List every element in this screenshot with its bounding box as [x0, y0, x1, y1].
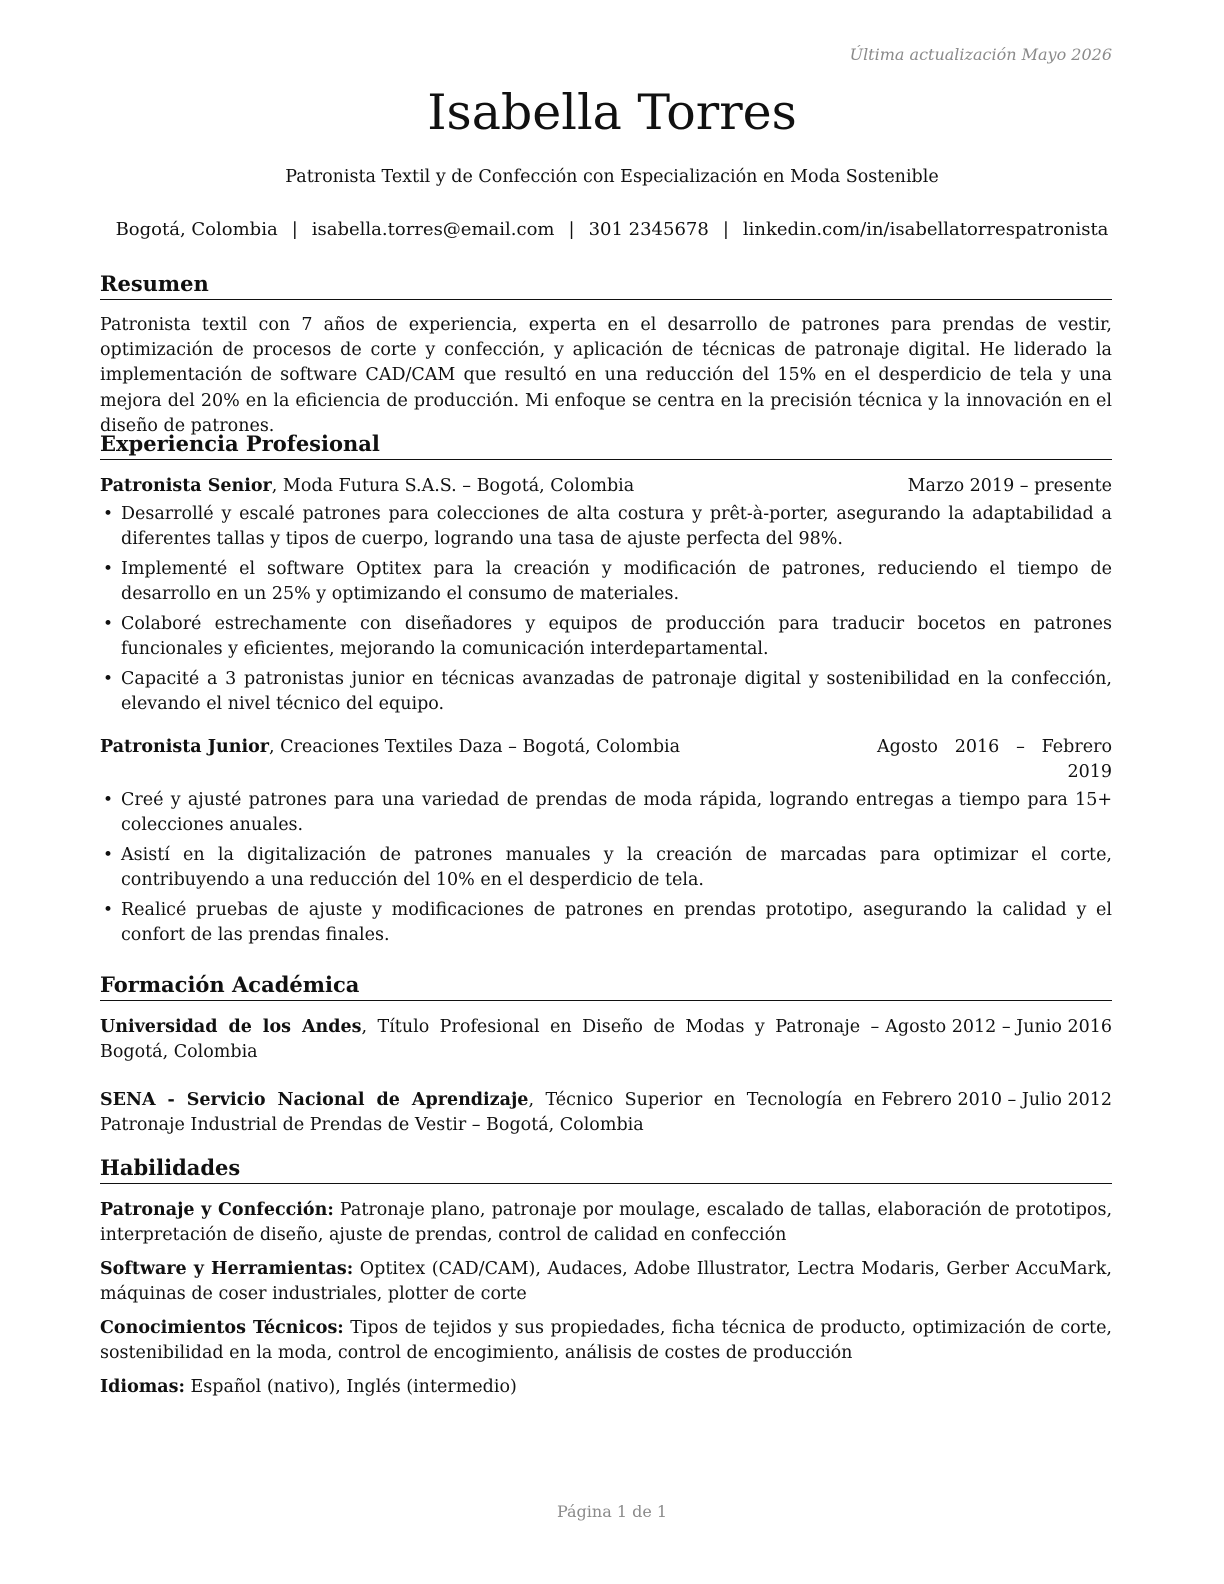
job-dates: Agosto 2016 – Febrero 2019: [877, 737, 1112, 782]
experience-heading: Experiencia Profesional: [100, 430, 1112, 460]
contact-email[interactable]: isabella.torres@email.com: [311, 219, 555, 240]
job-entry: [100, 474, 1112, 717]
job-bullets: [100, 502, 1112, 717]
skill-text: Optitex (CAD/CAM), Audaces, Adobe Illustrator, Lectra Modaris, Gerber AccuMark, máquinas de coser industriales, plotter de corte: [100, 1259, 1112, 1304]
job-bullet: • Creé y ajusté patrones para una variedad de prendas de moda rápida, logrando entregas a tiempo para 15+ colecciones anuales.: [100, 788, 1112, 838]
job-bullet: • Capacité a 3 patronistas junior en técnicas avanzadas de patronaje digital y sostenibilidad en la confección, elevando el nivel técnico del equipo.: [100, 667, 1112, 717]
job-company: , Moda Futura S.A.S. – Bogotá, Colombia: [271, 476, 635, 496]
contact-separator: |: [291, 219, 298, 240]
education-detail: , Técnico Superior en Tecnología en Patronaje Industrial de Prendas de Vestir – Bogotá, Colombia: [100, 1090, 876, 1135]
job-bullet: • Asistí en la digitalización de patrones manuales y la creación de marcadas para optimizar el corte, contribuyendo a una reducción del 10% en el desperdicio de tela.: [100, 843, 1112, 893]
professional-title: Patronista Textil y de Confección con Especialización en Moda Sostenible: [285, 167, 939, 187]
education-dates: Agosto 2012 – Junio 2016: [885, 1017, 1112, 1037]
skill-label: Patronaje y Confección:: [100, 1200, 334, 1220]
skill-item: [100, 1257, 1112, 1307]
job-company: , Creaciones Textiles Daza – Bogotá, Colombia: [269, 737, 681, 757]
education-dates: Febrero 2010 – Julio 2012: [881, 1090, 1112, 1110]
education-institution: Universidad de los Andes: [100, 1017, 362, 1037]
job-header: [100, 735, 1112, 785]
skill-label: Software y Herramientas:: [100, 1259, 354, 1279]
education-entry: [100, 1088, 1112, 1138]
skill-label: Conocimientos Técnicos:: [100, 1318, 344, 1338]
education-section: [100, 971, 1112, 1138]
contact-separator: |: [568, 219, 575, 240]
skills-heading: Habilidades: [100, 1154, 1112, 1184]
summary-heading: Resumen: [100, 270, 1112, 300]
skill-label: Idiomas:: [100, 1377, 185, 1397]
education-detail: , Título Profesional en Diseño de Modas y Patronaje – Bogotá, Colombia: [100, 1017, 880, 1062]
contact-line: [0, 219, 1224, 240]
job-title: Patronista Senior: [100, 476, 272, 496]
job-bullet: • Colaboré estrechamente con diseñadores y equipos de producción para traducir bocetos en patrones funcionales y eficientes, mejorando la comunicación interdepartamental.: [100, 612, 1112, 662]
job-bullet: • Desarrollé y escalé patrones para colecciones de alta costura y prêt-à-porter, asegurando la adaptabilidad a diferentes tallas y tipos de cuerpo, logrando una tasa de ajuste perfecta del 98%.: [100, 502, 1112, 552]
education-entry: [100, 1015, 1112, 1065]
contact-phone: 301 2345678: [588, 219, 709, 240]
summary-text: Patronista textil con 7 años de experiencia, experta en el desarrollo de patrones para prendas de vestir, optimización de procesos de corte y confección, y aplicación de técnicas de patronaje digital. He liderado la implementación de software CAD/CAM que resultó en una reducción del 15% en el desperdicio de tela y una mejora del 20% en la eficiencia de producción. Mi enfoque se centra en la precisión técnica y la innovación en el diseño de patrones.: [100, 315, 1112, 436]
experience-section: [100, 430, 1112, 953]
skill-text: Patronaje plano, patronaje por moulage, escalado de tallas, elaboración de prototipos, interpretación de diseño, ajuste de prendas, control de calidad en confección: [100, 1200, 1113, 1245]
job-entry: [100, 735, 1112, 948]
skills-section: [100, 1154, 1112, 1409]
skill-item: [100, 1375, 1112, 1400]
job-header: [100, 474, 1112, 499]
contact-linkedin[interactable]: linkedin.com/in/isabellatorrespatronista: [742, 219, 1109, 240]
job-bullets: [100, 788, 1112, 948]
page-number: Página 1 de 1: [556, 1502, 668, 1521]
candidate-name: Isabella Torres: [427, 84, 797, 141]
job-bullet: • Implementé el software Optitex para la creación y modificación de patrones, reduciendo el tiempo de desarrollo en un 25% y optimizando el consumo de materiales.: [100, 557, 1112, 607]
last-updated: Última actualización Mayo 2026: [849, 45, 1112, 64]
skill-item: [100, 1316, 1112, 1366]
contact-location: Bogotá, Colombia: [115, 219, 278, 240]
skill-text: Tipos de tejidos y sus propiedades, ficha técnica de producto, optimización de corte, sostenibilidad en la moda, control de encogimiento, análisis de costes de producción: [100, 1318, 1112, 1363]
education-heading: Formación Académica: [100, 971, 1112, 1001]
contact-separator: |: [722, 219, 729, 240]
job-bullet: • Realicé pruebas de ajuste y modificaciones de patrones en prendas prototipo, asegurando la calidad y el confort de las prendas finales.: [100, 898, 1112, 948]
job-dates: Marzo 2019 – presente: [907, 476, 1112, 496]
skill-text: Español (nativo), Inglés (intermedio): [184, 1377, 517, 1397]
education-institution: SENA - Servicio Nacional de Aprendizaje: [100, 1090, 529, 1110]
summary-section: [100, 270, 1112, 439]
skill-item: [100, 1198, 1112, 1248]
job-title: Patronista Junior: [100, 737, 270, 757]
